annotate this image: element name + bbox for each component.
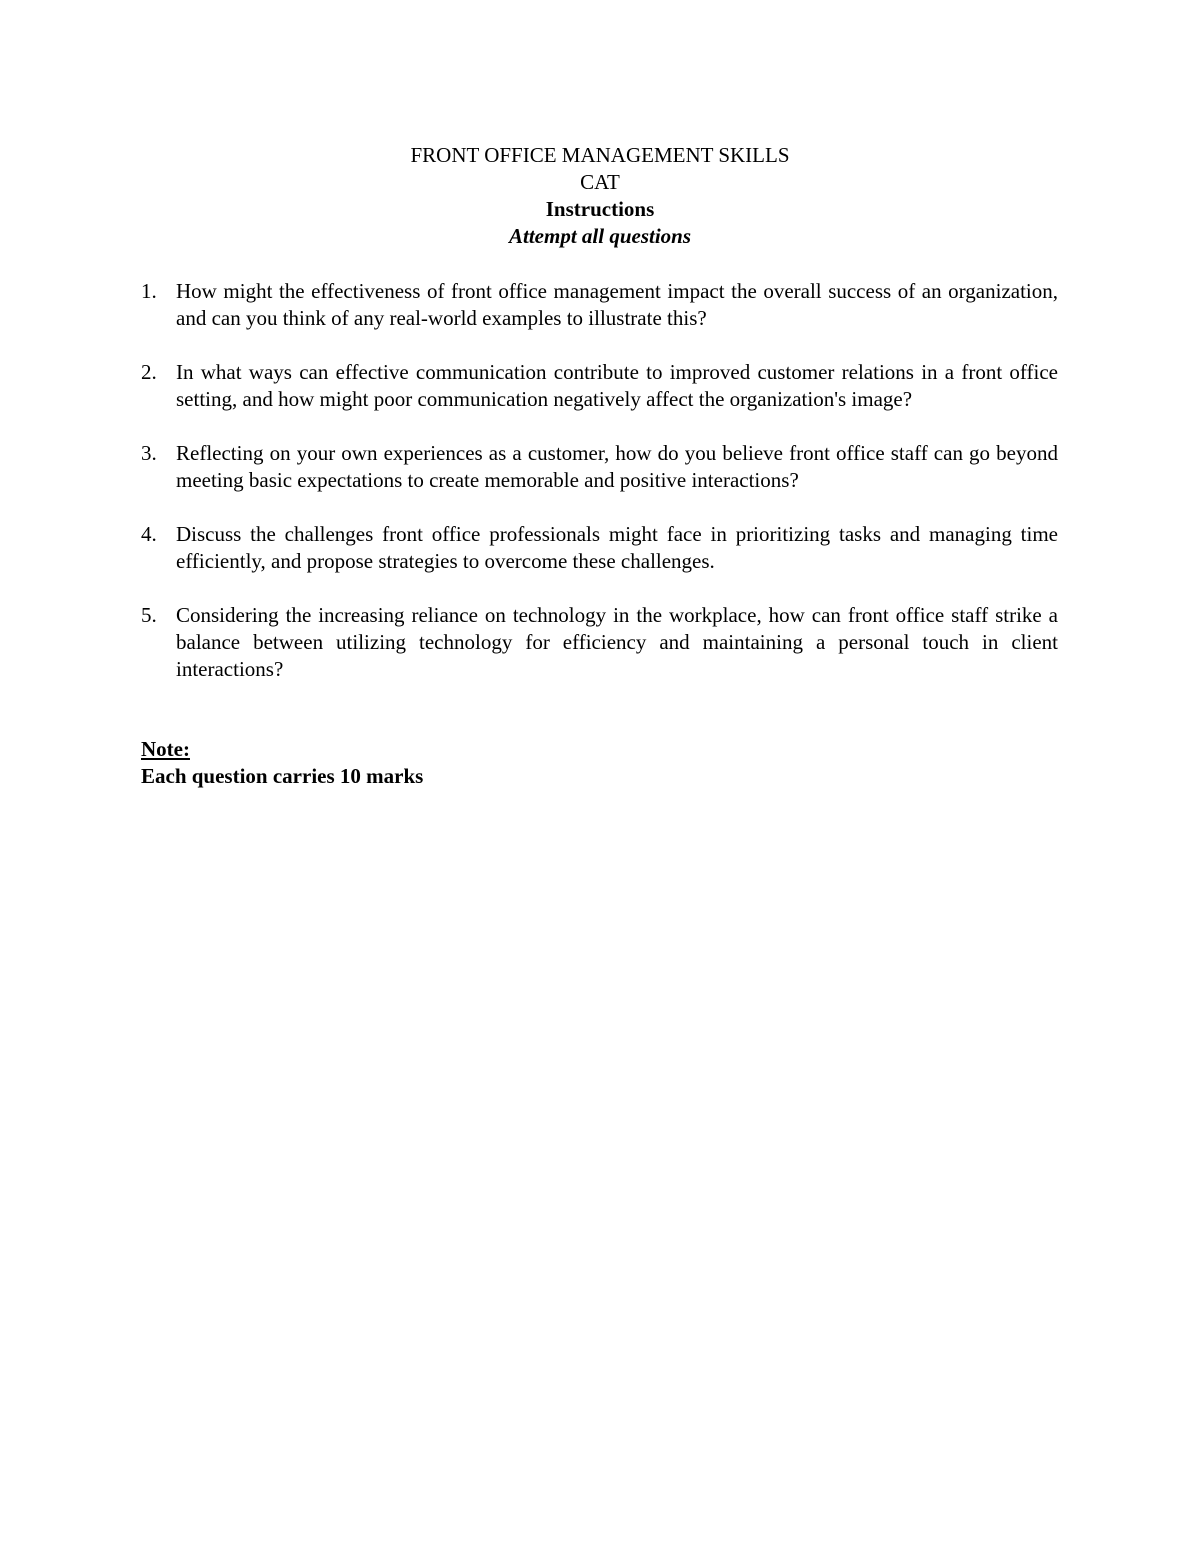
question-item [141, 278, 1058, 332]
question-number: 5. [141, 603, 157, 627]
question-number: 1. [141, 279, 157, 303]
question-number: 3. [141, 441, 157, 465]
question-text: Discuss the challenges front office professionals might face in prioritizing tasks and managing time efficiently, and propose strategies to overcome these challenges. [176, 522, 1058, 573]
instructions-label: Instructions [545, 197, 655, 221]
question-text: How might the effectiveness of front office management impact the overall success of an organization, and can you think of any real-world examples to illustrate this? [176, 279, 1058, 330]
question-item [141, 602, 1058, 683]
question-item [141, 521, 1058, 575]
document-header [0, 142, 1200, 250]
document-title: FRONT OFFICE MANAGEMENT SKILLS [410, 143, 790, 167]
question-number: 4. [141, 522, 157, 546]
document-subtitle: CAT [580, 170, 620, 194]
instructions-text: Attempt all questions [508, 224, 692, 248]
question-item [141, 440, 1058, 494]
question-item [141, 359, 1058, 413]
question-list [141, 278, 1058, 710]
question-text: Considering the increasing reliance on technology in the workplace, how can front office staff strike a balance between utilizing technology for efficiency and maintaining a personal touch in client interactions? [176, 603, 1058, 681]
question-text: Reflecting on your own experiences as a customer, how do you believe front office staff can go beyond meeting basic expectations to create memorable and positive interactions? [176, 441, 1058, 492]
note-section [141, 736, 1058, 790]
question-number: 2. [141, 360, 157, 384]
note-text: Each question carries 10 marks [141, 764, 424, 788]
note-label: Note: [141, 737, 190, 761]
question-text: In what ways can effective communication contribute to improved customer relations in a front office setting, and how might poor communication negatively affect the organization's image? [176, 360, 1058, 411]
